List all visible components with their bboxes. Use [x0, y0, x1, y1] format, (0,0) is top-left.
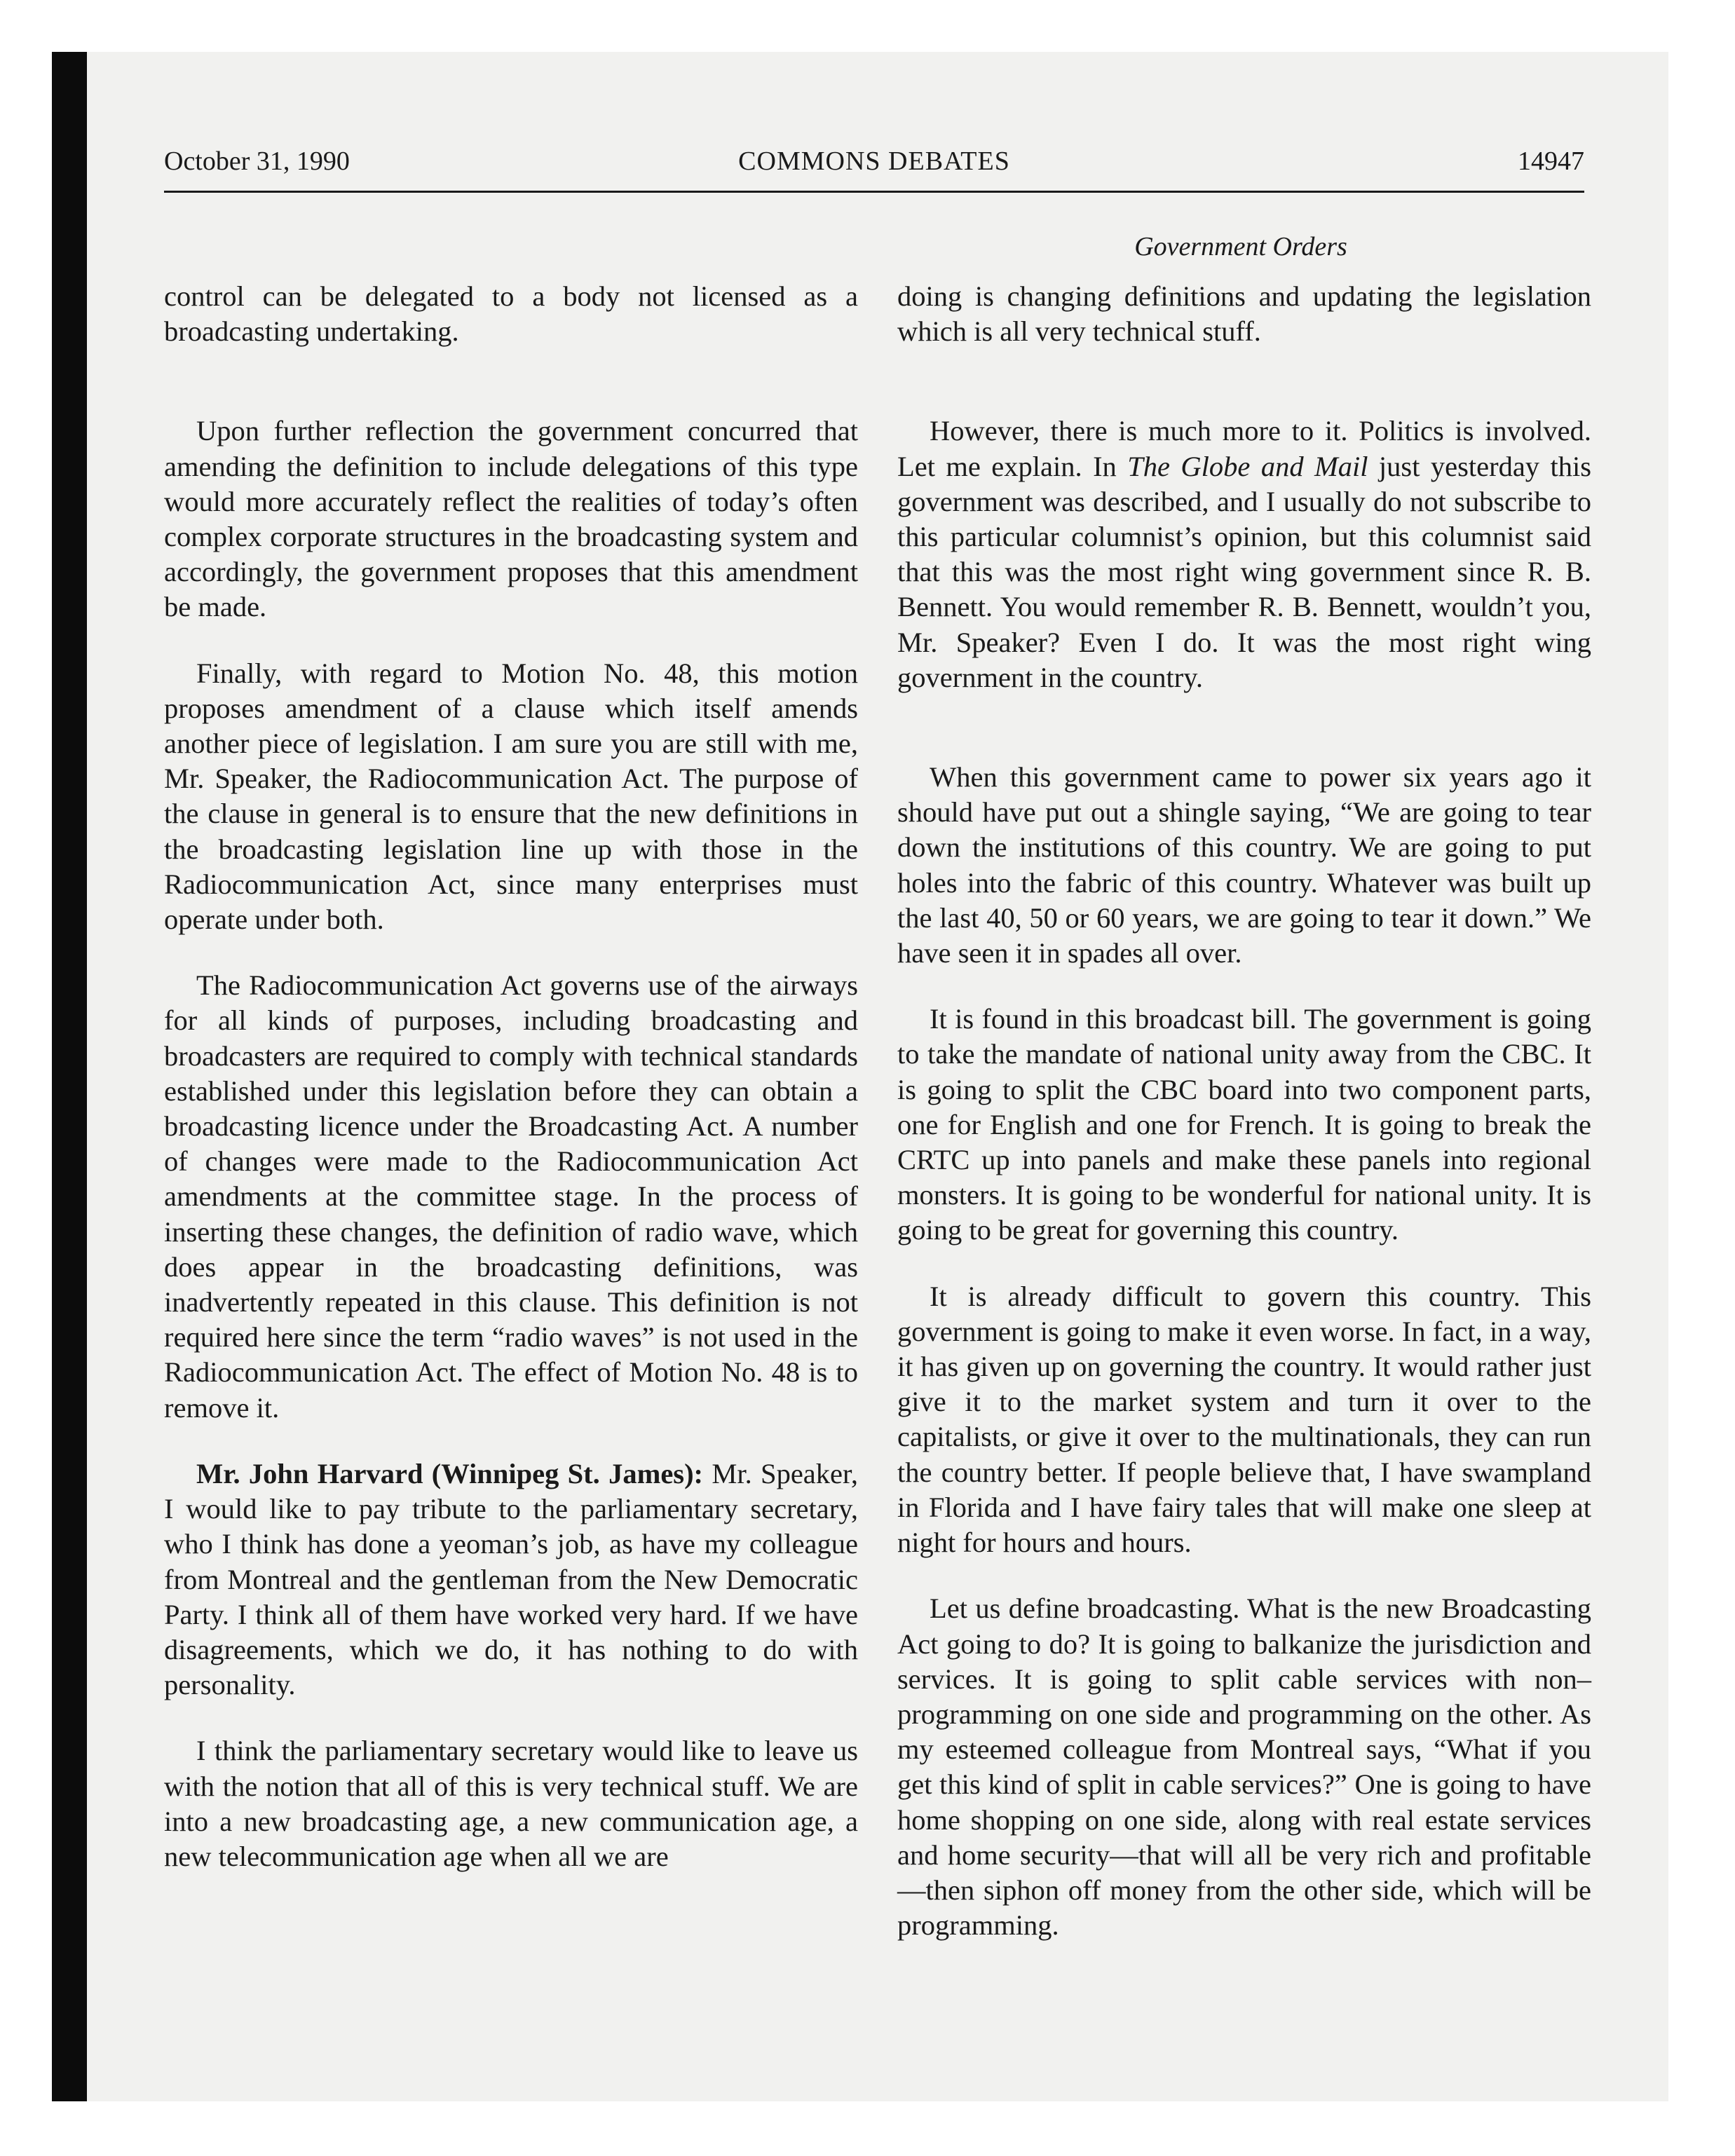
newspaper-title: The Globe and Mail — [1127, 450, 1368, 482]
header-date: October 31, 1990 — [164, 146, 350, 176]
paragraph: control can be delegated to a body not licensed as a broadcasting undertaking. — [164, 280, 858, 348]
paragraph: The Radiocommunication Act governs use of the airways for all kinds of purposes, including broadcasting and broadcasters are required to comply with technical standards established under this legislation before they can obtain a broadcasting licence under the Broadcasting Act. A number of changes were made to the Radiocommunication Act amendments at the committee stage. In the process of inserting these changes, the definition of radio wave, which does appear in the broadcasting definitions, was inadvertently repeated in this clause. This definition is not required here since the term “radio waves” is not used in the Radiocommunication Act. The effect of Motion No. 48 is to remove it. — [164, 969, 858, 1424]
speech-paragraph — [164, 1456, 858, 1703]
paragraph: It is found in this broadcast bill. The government is going to take the mandate of national unity away from the CBC. It is going to split the CBC board into two component parts, one for English and one for French. It is going to break the CRTC up into panels and make these panels into regional monsters. It is going to be wonderful for national unity. It is going to be great for governing this country. — [897, 1003, 1591, 1246]
speech-text: Mr. Speaker, I would like to pay tribute to the parliamentary secretary, who I think has done a yeoman’s job, as have my colleague from Montreal and the gentleman from the New Democratic Party. I think all of them have worked very hard. If we have disagreements, which we do, it has nothing to do with personality. — [164, 1457, 858, 1701]
paragraph — [897, 414, 1591, 695]
paragraph-text: However, there is much more to it. Politics is involved. Let me explain. In — [897, 415, 1591, 482]
section-heading: Government Orders — [1134, 232, 1347, 261]
paragraph: When this government came to power six years ago it should have put out a shingle saying, “We are going to tear down the institutions of this country. We are going to put holes into the fabric of this country. Whatever was built up the last 40, 50 or 60 years, we are going to tear it down.” We have seen it in spades all over. — [897, 761, 1591, 969]
paragraph-text: just yesterday this government was described, and I usually do not subscribe to this particular columnist’s opinion, but this columnist said that this was the most right wing government since R. B. Bennett. You would remember R. B. Bennett, wouldn’t you, Mr. Speaker? Even I do. It was the most right wing government in the country. — [897, 450, 1591, 693]
header-rule — [164, 191, 1584, 193]
header-title: COMMONS DEBATES — [738, 146, 1010, 176]
right-column — [897, 279, 1591, 1943]
page-header — [164, 146, 1584, 188]
speaker-name: Mr. John Harvard (Winnipeg St. James): — [196, 1457, 704, 1489]
paragraph: It is already difficult to govern this country. This government is going to make it even worse. In fact, in a way, it has given up on governing the country. It would rather just give it to the market system and turn it over to the capitalists, or give it over to the multinationals, they can run the country better. If people believe that, I have swampland in Florida and I have fairy tales that will make one sleep at night for hours and hours. — [897, 1280, 1591, 1559]
paragraph: I think the parliamentary secretary would like to leave us with the notion that all of this is very technical stuff. We are into a new broadcasting age, a new communication age, a new telecommunication age when all we are — [164, 1735, 858, 1872]
left-column — [164, 279, 858, 1874]
scan-binding-edge — [52, 52, 87, 2101]
paragraph: Upon further reflection the government concurred that amending the definition to include delegations of this type would more accurately reflect the realities of today’s often complex corporate structures in the broadcasting system and accordingly, the government proposes that this amendment be made. — [164, 415, 858, 623]
paragraph: Finally, with regard to Motion No. 48, this motion proposes amendment of a clause which itself amends another piece of legislation. I am sure you are still with me, Mr. Speaker, the Radiocommunication Act. The purpose of the clause in general is to ensure that the new definitions in the broadcasting legislation line up with those in the Radiocommunication Act, since many enterprises must operate under both. — [164, 657, 858, 936]
header-page-number: 14947 — [1518, 146, 1584, 176]
paragraph: doing is changing definitions and updating the legislation which is all very technical stuff. — [897, 280, 1591, 348]
paragraph: Let us define broadcasting. What is the new Broadcasting Act going to do? It is going to balkanize the jurisdiction and services. It is going to split cable services with non–programming on one side and programming on the other. As my esteemed colleague from Montreal says, “What if you get this kind of split in cable services?” One is going to have home shopping on one side, along with real estate services and home security—that will all be very rich and profitable—then siphon off money from the other side, which will be programming. — [897, 1592, 1591, 1942]
